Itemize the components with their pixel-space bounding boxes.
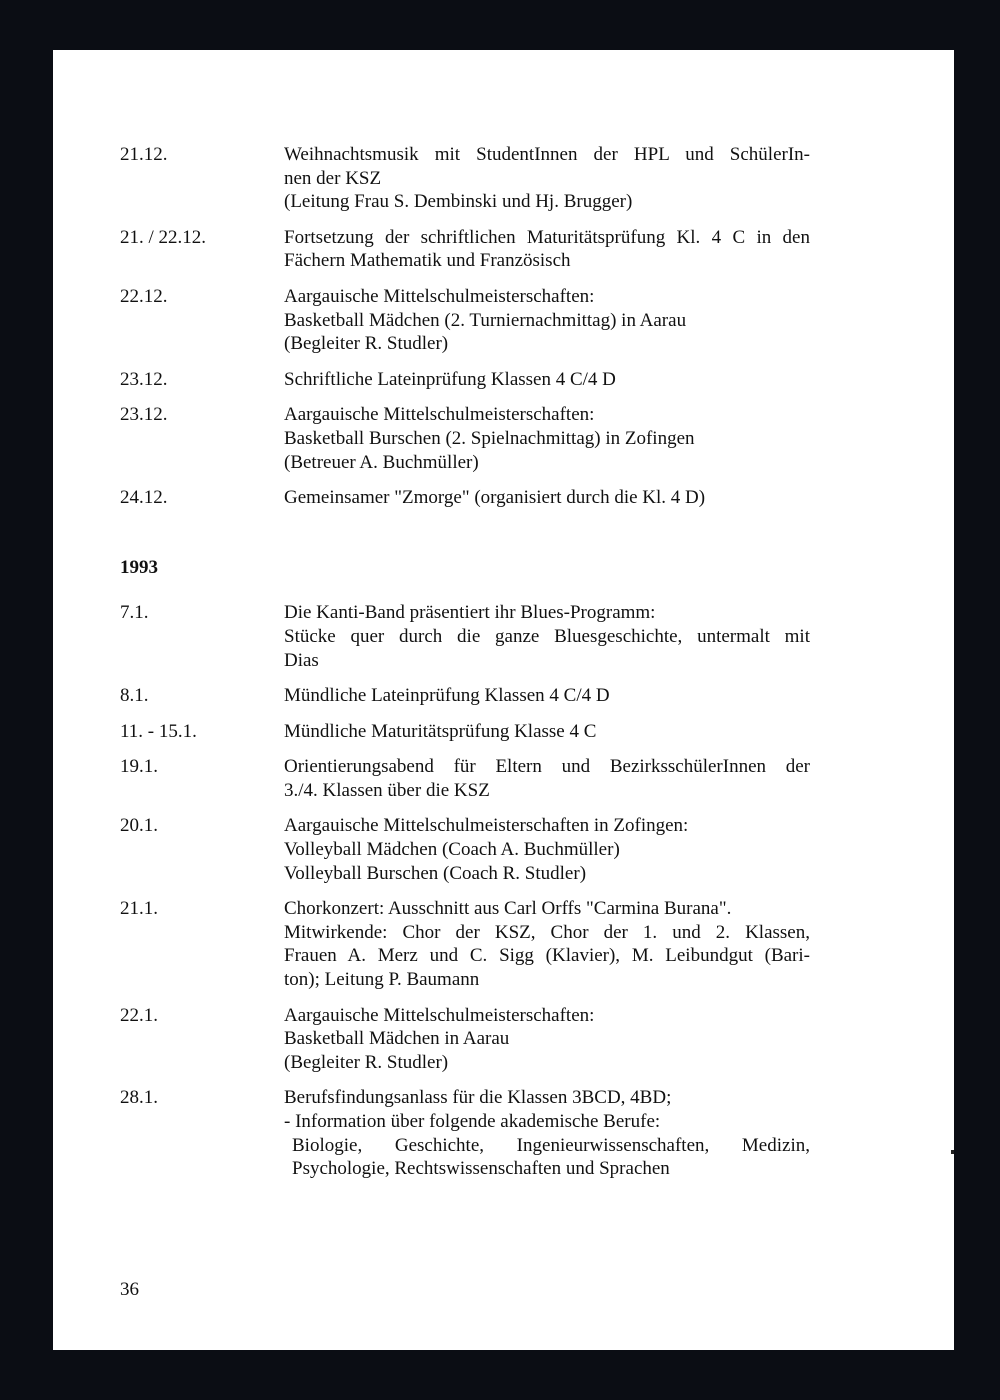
entry-line: Volleyball Mädchen (Coach A. Buchmüller): [284, 839, 620, 861]
chronicle-entry: [120, 601, 810, 672]
entry-description: [284, 601, 810, 672]
scan-artifact: [951, 1150, 954, 1154]
entry-date: 23.12.: [120, 368, 168, 390]
entry-line: Basketball Mädchen (2. Turniernachmittag) in Aarau: [284, 309, 687, 331]
entry-description: [284, 897, 810, 991]
entry-line: Stücke quer durch die ganze Bluesgeschichte, untermalt mit: [284, 625, 810, 647]
entry-date: 21.12.: [120, 144, 168, 165]
entry-date: 21. / 22.12.: [120, 226, 207, 248]
entry-line: Schriftliche Lateinprüfung Klassen 4 C/4 D: [284, 368, 616, 390]
chronicle-entry: [120, 1004, 810, 1075]
entry-description: [284, 368, 810, 392]
chronicle-entry: [120, 755, 810, 802]
entry-date: 24.12.: [120, 487, 168, 509]
entry-description: [284, 755, 810, 802]
entry-date: 21.1.: [120, 898, 158, 920]
chronicle-entry: [120, 143, 810, 214]
entry-line: Mündliche Lateinprüfung Klassen 4 C/4 D: [284, 685, 610, 707]
entry-line: Volleyball Burschen (Coach R. Studler): [284, 862, 587, 884]
entry-description: [284, 403, 810, 474]
entry-line: Mitwirkende: Chor der KSZ, Chor der 1. und 2. Klassen,: [284, 921, 810, 943]
chronicle-entry: [120, 1086, 810, 1180]
entry-line: Berufsfindungsanlass für die Klassen 3BCD, 4BD;: [284, 1087, 672, 1109]
entry-line: Gemeinsamer "Zmorge" (organisiert durch die Kl. 4 D): [284, 487, 706, 509]
entry-date: 23.12.: [120, 404, 168, 426]
document-page: [53, 50, 954, 1350]
entry-description: [284, 1086, 810, 1180]
entry-description: [284, 486, 810, 510]
entry-description: [284, 285, 810, 356]
entry-line: Psychologie, Rechtswissenschaften und Sprachen: [292, 1158, 670, 1180]
entry-line: ton); Leitung P. Baumann: [284, 969, 480, 991]
entry-date: 22.1.: [120, 1004, 158, 1026]
entry-line: Basketball Burschen (2. Spielnachmittag) in Zofingen: [284, 427, 695, 449]
page-number: 36: [120, 1279, 139, 1300]
entry-description: [284, 226, 810, 273]
entry-description: [284, 1004, 810, 1075]
entry-line: Fortsetzung der schriftlichen Maturitätsprüfung Kl. 4 C in den: [284, 226, 810, 248]
chronicle-entry: [120, 720, 810, 744]
entry-line: Die Kanti-Band präsentiert ihr Blues-Programm:: [284, 602, 656, 624]
entry-date: 19.1.: [120, 756, 158, 778]
entry-line: Aargauische Mittelschulmeisterschaften:: [284, 1004, 595, 1026]
entry-line: - Information über folgende akademische Berufe:: [284, 1111, 661, 1132]
entry-line: Aargauische Mittelschulmeisterschaften in Zofingen:: [284, 815, 689, 837]
chronicle-entry: [120, 897, 810, 991]
chronicle-entry: [120, 368, 810, 392]
entry-date: 11. - 15.1.: [120, 720, 197, 742]
entry-line: Biologie, Geschichte, Ingenieurwissenschaften, Medizin,: [292, 1134, 810, 1156]
entry-line: Chorkonzert: Ausschnitt aus Carl Orffs "Carmina Burana".: [284, 898, 732, 920]
entry-line: (Begleiter R. Studler): [284, 333, 449, 355]
entry-line: 3./4. Klassen über die KSZ: [284, 779, 490, 801]
entry-line: Aargauische Mittelschulmeisterschaften:: [284, 285, 595, 307]
entry-line: Mündliche Maturitätsprüfung Klasse 4 C: [284, 720, 597, 742]
entry-line: Orientierungsabend für Eltern und BezirksschülerInnen der: [284, 756, 810, 778]
entry-line: Aargauische Mittelschulmeisterschaften:: [284, 404, 595, 426]
entry-date: 22.12.: [120, 285, 168, 307]
entry-date: 8.1.: [120, 685, 149, 707]
entry-line: (Begleiter R. Studler): [284, 1051, 449, 1073]
entry-description: [284, 143, 810, 214]
chronicle-entry: [120, 285, 810, 356]
chronicle-entry: [120, 814, 810, 885]
entry-description: [284, 684, 810, 708]
chronicle-content: [120, 143, 810, 1193]
entry-line: nen der KSZ: [284, 167, 382, 189]
entry-date: 20.1.: [120, 815, 158, 837]
entry-line: Dias: [284, 649, 319, 671]
entry-line: Fächern Mathematik und Französisch: [284, 250, 571, 272]
entry-line: (Leitung Frau S. Dembinski und Hj. Brugger): [284, 191, 633, 213]
entry-line: Weihnachtsmusik mit StudentInnen der HPL und SchülerIn-: [284, 144, 810, 165]
year-heading: 1993: [120, 556, 158, 578]
entry-date: 28.1.: [120, 1087, 158, 1109]
entry-line: Frauen A. Merz und C. Sigg (Klavier), M. Leibundgut (Bari-: [284, 945, 810, 967]
entry-date: 7.1.: [120, 602, 149, 624]
entry-description: [284, 720, 810, 744]
entry-line: (Betreuer A. Buchmüller): [284, 451, 479, 473]
entry-description: [284, 814, 810, 885]
chronicle-entry: [120, 226, 810, 273]
chronicle-entry: [120, 486, 810, 510]
entry-line: Basketball Mädchen in Aarau: [284, 1028, 510, 1050]
chronicle-entry: [120, 684, 810, 708]
chronicle-entry: [120, 403, 810, 474]
